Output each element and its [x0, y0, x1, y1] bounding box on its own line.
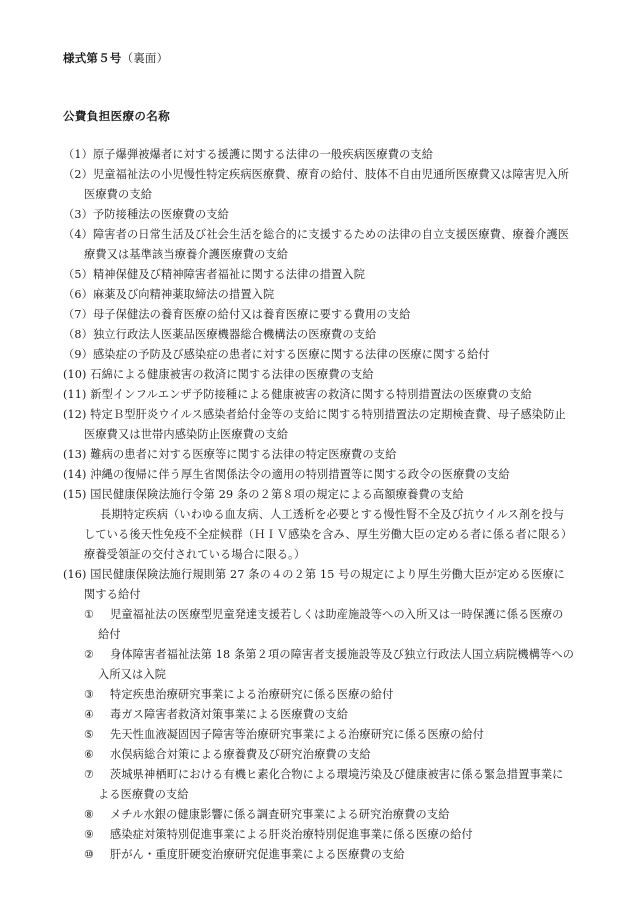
- item-text: 予防接種法の医療費の支給: [92, 208, 230, 221]
- sub-list-item: [63, 645, 588, 665]
- list-item: [63, 205, 588, 225]
- sub-list-item-continuation: よる医療費の支給: [98, 788, 189, 801]
- item-number: (10): [63, 368, 87, 381]
- section-heading: 公費負担医療の名称: [63, 109, 171, 123]
- list-item: [63, 405, 588, 425]
- item-text: 特定Ｂ型肝炎ウイルス感染者給付金等の支給に関する特別措置法の定期検査費、母子感染防止: [90, 408, 566, 421]
- sub-list-item-continuation: 入所又は入院: [98, 668, 167, 681]
- sub-list-item: [63, 725, 588, 745]
- sub-item-number: ②: [84, 648, 95, 661]
- item-text: 独立行政法人医薬品医療機器総合機構法の医療費の支給: [92, 328, 377, 341]
- public-expense-list: [63, 145, 588, 865]
- item-number: （3）: [63, 208, 93, 221]
- item-number: （9）: [63, 348, 93, 361]
- sub-item-number: ⑦: [84, 768, 95, 781]
- sub-list-item: [63, 825, 588, 845]
- sub-list-item: [63, 765, 588, 785]
- item-15-note-line: 療養受領証の交付されている場合に限る。）: [84, 548, 306, 561]
- list-item: [63, 165, 588, 185]
- item-number: （7）: [63, 308, 93, 321]
- sub-list-item: [63, 685, 588, 705]
- item-text: 精神保健及び精神障害者福祉に関する法律の措置入院: [92, 268, 366, 281]
- item-text: 麻薬及び向精神薬取締法の措置入院: [92, 288, 275, 301]
- item-number: (15): [63, 488, 87, 501]
- list-item: [63, 325, 588, 345]
- sub-item-text: 身体障害者福祉法第 18 条第２項の障害者支援施設等及び独立行政法人国立病院機構等への: [110, 648, 575, 661]
- item-number: (11): [63, 388, 87, 401]
- sub-item-number: ⑥: [84, 748, 95, 761]
- list-item: [63, 225, 588, 245]
- list-item: [63, 385, 588, 405]
- list-item: [63, 445, 588, 465]
- item-number: (12): [63, 408, 87, 421]
- list-item-continuation: 医療費又は世帯内感染防止医療費の支給: [84, 428, 289, 441]
- sub-item-number: ③: [84, 688, 95, 701]
- list-item: [63, 265, 588, 285]
- item-text: 感染症の予防及び感染症の患者に対する医療に関する法律の医療に関する給付: [92, 348, 490, 361]
- sub-item-text: 水俣病総合対策による療養費及び研究治療費の支給: [110, 748, 371, 761]
- item-text: 障害者の日常生活及び社会生活を総合的に支援するための法律の自立支援医療費、療養介護医: [92, 228, 570, 241]
- list-item: [63, 285, 588, 305]
- sub-item-number: ⑤: [84, 728, 95, 741]
- item-text: 石綿による健康被害の救済に関する法律の医療費の支給: [90, 368, 374, 381]
- sub-item-text: 児童福祉法の医療型児童発達支援若しくは助産施設等への入所又は一時保護に係る医療の: [110, 608, 564, 621]
- list-item: [63, 365, 588, 385]
- item-number: （5）: [63, 268, 93, 281]
- item-text: 児童福祉法の小児慢性特定疾病医療費、療育の給付、肢体不自由児通所医療費又は障害児入所: [92, 168, 570, 181]
- item-text: 国民健康保険法施行規則第 27 条の４の２第 15 号の規定により厚生労働大臣が定める医療に: [90, 568, 566, 581]
- list-item: [63, 465, 588, 485]
- sub-item-number: ⑩: [84, 848, 95, 861]
- sub-item-text: 特定疾患治療研究事業による治療研究に係る医療の給付: [110, 688, 394, 701]
- sub-item-text: 茨城県神栖町における有機ヒ素化合物による環境汚染及び健康被害に係る緊急措置事業に: [110, 768, 564, 781]
- sub-item-text: 肝がん・重度肝硬変治療研究促進事業による医療費の支給: [110, 848, 405, 861]
- item-number: (14): [63, 468, 87, 481]
- form-number: [63, 50, 168, 66]
- item-text: 母子保健法の養育医療の給付又は養育医療に要する費用の支給: [92, 308, 411, 321]
- sub-item-text: 感染症対策特別促進事業による肝炎治療特別促進事業に係る医療の給付: [110, 828, 473, 841]
- sub-item-number: ①: [84, 608, 95, 621]
- list-item: [63, 485, 588, 505]
- item-text: 国民健康保険法施行令第 29 条の２第８項の規定による高額療養費の支給: [90, 488, 464, 501]
- sub-item-text: 毒ガス障害者救済対策事業による医療費の支給: [110, 708, 349, 721]
- item-number: （1）: [63, 148, 93, 161]
- sub-list-item-continuation: 給付: [98, 628, 121, 641]
- list-item: [63, 305, 588, 325]
- sub-item-number: ⑨: [84, 828, 95, 841]
- item-text: 難病の患者に対する医療等に関する法律の特定医療費の支給: [90, 448, 397, 461]
- item-15-note-line: 長期特定疾病（いわゆる血友病、人工透析を必要とする慢性腎不全及び抗ウイルス剤を投与: [100, 508, 565, 521]
- item-number: (13): [63, 448, 87, 461]
- list-item: [63, 565, 588, 585]
- list-item-continuation: 療費又は基準該当療養介護医療費の支給: [84, 248, 289, 261]
- item-text: 沖縄の復帰に伴う厚生省関係法令の適用の特別措置等に関する政令の医療費の支給: [90, 468, 510, 481]
- sub-item-number: ⑧: [84, 808, 95, 821]
- item-number: （8）: [63, 328, 93, 341]
- item-number: （6）: [63, 288, 93, 301]
- list-item: [63, 345, 588, 365]
- item-number: （4）: [63, 228, 93, 241]
- item-text: 新型インフルエンザ予防接種による健康被害の救済に関する特別措置法の医療費の支給: [90, 388, 533, 401]
- sub-list-item: [63, 705, 588, 725]
- form-side-label: （裏面）: [121, 51, 169, 65]
- list-item-continuation: 関する給付: [84, 588, 141, 601]
- sub-item-text: 先天性血液凝固因子障害等治療研究事業による治療研究に係る医療の給付: [110, 728, 485, 741]
- list-item-continuation: 医療費の支給: [84, 188, 153, 201]
- sub-list-item: [63, 805, 588, 825]
- sub-item-text: メチル水銀の健康影響に係る調査研究事業による研究治療費の支給: [110, 808, 450, 821]
- item-text: 原子爆弾被爆者に対する援護に関する法律の一般疾病医療費の支給: [92, 148, 434, 161]
- sub-list-item: [63, 845, 588, 865]
- sub-list-item: [63, 605, 588, 625]
- list-item: [63, 145, 588, 165]
- item-15-note-line: している後天性免疫不全症候群（ＨＩＶ感染を含み、厚生労働大臣の定める者に係る者に限る）: [84, 528, 573, 541]
- item-number: (16): [63, 568, 87, 581]
- sub-list-item: [63, 745, 588, 765]
- form-number-label: 様式第５号: [63, 51, 122, 65]
- sub-item-number: ④: [84, 708, 95, 721]
- item-number: （2）: [63, 168, 93, 181]
